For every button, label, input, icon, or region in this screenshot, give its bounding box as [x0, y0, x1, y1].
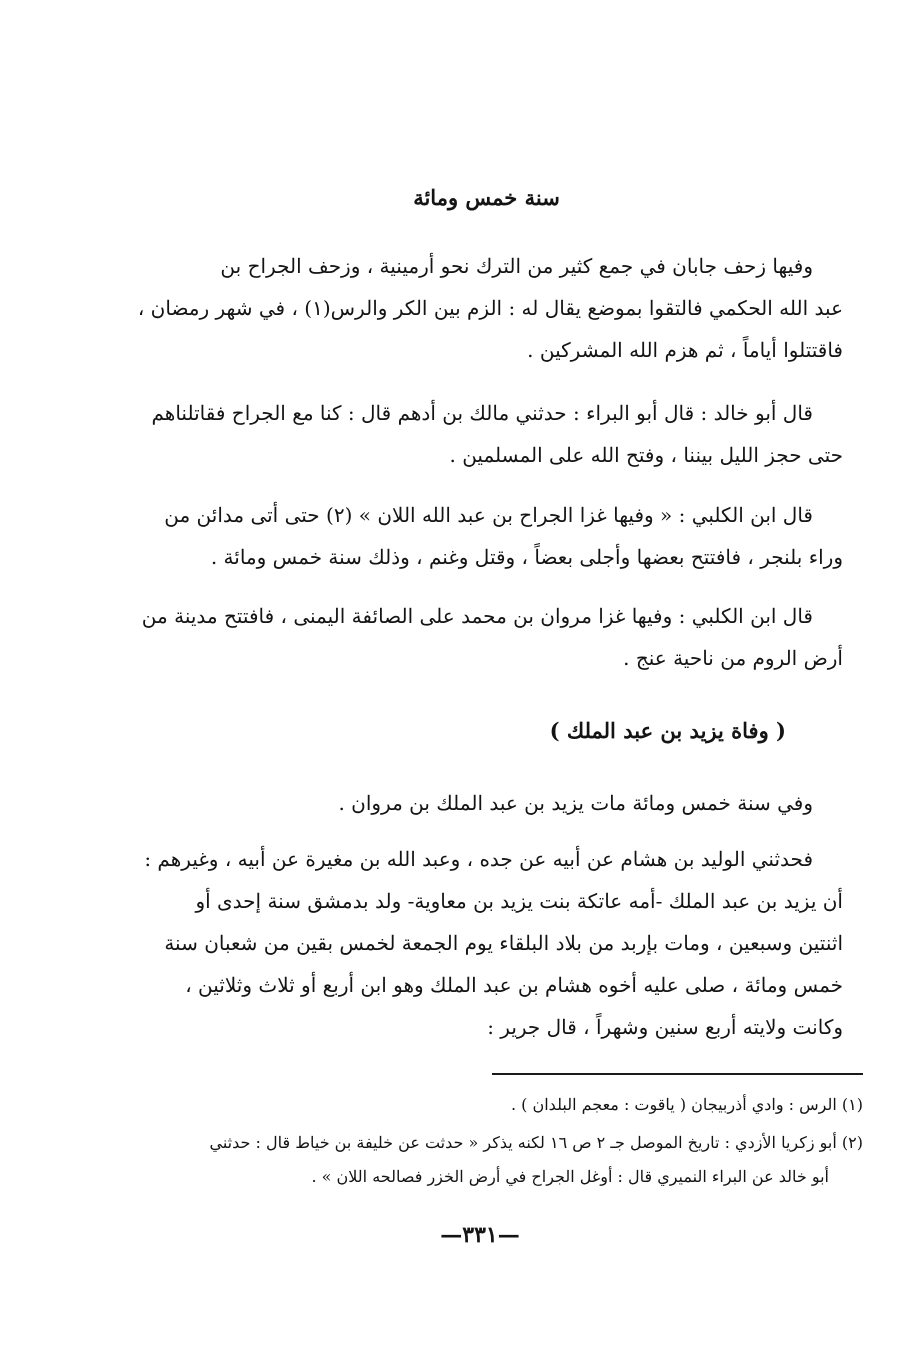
subheading-death-of-yazid: ( وفاة يزيد بن عبد الملك ): [549, 718, 786, 743]
footnote-line: (٢) أبو زكريا الأزدي : تاريخ الموصل جـ ٢ ص ١٦ لكنه يذكر « حدثت عن خليفة بن خياط قال : حدثني: [209, 1133, 863, 1152]
text-line: قال ابن الكلبي : « وفيها غزا الجراح بن عبد الله اللان » (٢) حتى أتى مدائن من: [164, 503, 813, 527]
text-line: وفيها زحف جابان في جمع كثير من الترك نحو أرمينية ، وزحف الجراح بن: [220, 254, 813, 278]
text-line: فحدثني الوليد بن هشام عن أبيه عن جده ، وعبد الله بن مغيرة عن أبيه ، وغيرهم :: [144, 847, 813, 871]
paragraph-ibn-kalbi-marwan: [130, 595, 843, 679]
text-line: وفي سنة خمس ومائة مات يزيد بن عبد الملك بن مروان .: [338, 791, 813, 815]
text-line: قال ابن الكلبي : وفيها غزا مروان بن محمد على الصائفة اليمنى ، فافتتح مدينة من: [141, 604, 813, 628]
text-line: فاقتتلوا أياماً ، ثم هزم الله المشركين .: [527, 338, 843, 362]
text-line: عبد الله الحكمي فالتقوا بموضع يقال له : الزم بين الكر والرس(١) ، في شهر رمضان ،: [137, 296, 843, 320]
footnote-line: أبو خالد عن البراء النميري قال : أوغل الجراح في أرض الخزر فصالحه اللان » .: [311, 1167, 829, 1186]
text-line: أن يزيد بن عبد الملك -أمه عاتكة بنت يزيد بن معاوية- ولد بدمشق سنة إحدى أو: [195, 889, 843, 913]
text-line: قال أبو خالد : قال أبو البراء : حدثني مالك بن أدهم قال : كنا مع الجراح فقاتلناهم: [151, 401, 813, 425]
footnote-2: [130, 1126, 863, 1194]
text-line: أرض الروم من ناحية عنج .: [623, 646, 843, 670]
paragraph-yazid-death: [130, 782, 843, 824]
text-line: اثنتين وسبعين ، ومات بإربد من بلاد البلقاء يوم الجمعة لخمس بقين من شعبان سنة: [164, 931, 843, 955]
paragraph-ibn-kalbi-jarrah: [130, 494, 843, 578]
text-line: وراء بلنجر ، فافتتح بعضها وأجلى بعضاً ، وقتل وغنم ، وذلك سنة خمس ومائة .: [210, 545, 843, 569]
footnote-line: (١) الرس : وادي أذربيجان ( ياقوت : معجم البلدان ) .: [510, 1095, 863, 1114]
paragraph-walid-narration: [130, 838, 843, 1048]
paragraph-abu-khalid: [130, 392, 843, 476]
footnote-divider: [492, 1073, 863, 1075]
text-line: وكانت ولايته أربع سنين وشهراً ، قال جرير :: [487, 1015, 843, 1039]
text-line: خمس ومائة ، صلى عليه أخوه هشام بن عبد الملك وهو ابن أربع أو ثلاث وثلاثين ،: [185, 973, 843, 997]
page-number: —٣٣١—: [440, 1222, 520, 1248]
paragraph-jaban-invasion: [130, 245, 843, 371]
footnote-1: [130, 1088, 863, 1122]
section-title: سنة خمس ومائة: [413, 185, 560, 210]
text-line: حتى حجز الليل بيننا ، وفتح الله على المسلمين .: [449, 443, 843, 467]
